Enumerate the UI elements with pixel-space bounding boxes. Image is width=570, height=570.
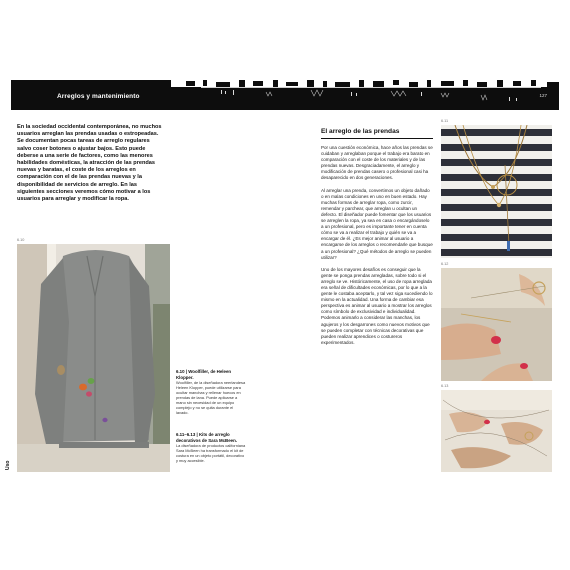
caption-6-11-13-title: 6.11–6.13 | Kits de arreglo decorativos de Sara McBeen. — [176, 432, 238, 443]
intro-paragraph: En la sociedad occidental contemporánea, no muchos usuarios arreglan las prendas usadas o estropeadas. Se documentan pocas tareas de arreglo regulares salvo coser botones o ajustar bajos. Esto puede deberse a una serie de factores, como las menores habilidades domésticas, la atracción de las prendas nuevas y baratas, el coste de los arreglos en comparación con el de las prendas nuevas y la disponibilidad de servicios de arreglo. En las siguientes secciones veremos cómo motivar a los usuarios para arreglar y modificar la ropa. — [17, 124, 162, 203]
caption-6-11-13-body: La diseñadora de productos californiana Sara McBeen ha transformado el kit de costura en un objeto portátil, decorativo y muy accesible. — [176, 443, 246, 464]
figure-label-6-10: 6.10 — [17, 238, 25, 242]
cardigan-photo — [17, 244, 170, 472]
caption-6-10 — [176, 369, 246, 415]
article-paragraph: Por una cuestión económica, hace años las prendas se cuidaban y arreglaban porque el trabajo era barato en comparación con el coste de los materiales y de las prendas nuevas. Desgraciadamente, el arreglo y modificación de prendas casero o profesional casi ha desaparecido en dos generaciones. — [321, 145, 433, 181]
necklace-photo — [441, 125, 552, 258]
sewing-hands-photo — [441, 268, 552, 381]
article-paragraph: Uno de los mayores desafíos es conseguir que la gente se ponga prendas arregladas, sobre todo si el arreglo se ve. Históricamente, el uso de ropa arreglada era señal de dificultades económicas, por lo que a la gente le costaba aceptarlo, y tal vez siga sucediendo lo mismo en la actualidad. Una forma de cambiar esa perspectiva es animar al usuario a mostrar los arreglos como símbolo de exclusividad e individualidad. Podemos animarlo a considerar las manchas, los agujeros y los desgarrones como nuevos motivos que se pueden completar con técnicas decorativas que pueden realizar aprendices o costureros experimentados. — [321, 266, 433, 345]
article-heading: El arreglo de las prendas — [321, 128, 433, 139]
spine-label: Uso — [5, 460, 11, 470]
figure-label-6-11: 6.11 — [441, 119, 449, 123]
caption-6-10-title: 6.10 | Woolfiller, de Heleen Klopper. — [176, 369, 232, 380]
header-band — [11, 80, 559, 110]
figure-label-6-12: 6.12 — [441, 262, 449, 266]
caption-6-10-body: Woolfiller, de la diseñadora neerlandesa Heleen Klopper, puede utilizarse para ocultar manchas y rellenar huecos en prendas de lana. Puede aplicarse a mano sin necesidad de un equipo complejo y no se quita durante el lavado. — [176, 380, 246, 416]
caption-6-11-13 — [176, 432, 246, 463]
figure-label-6-13: 6.13 — [441, 384, 449, 388]
page-number: 127 — [539, 93, 547, 98]
section-title: Arreglos y mantenimiento — [57, 93, 140, 100]
article-column — [321, 128, 433, 352]
article-paragraph: Al arreglar una prenda, convertimos un objeto dañado o en malas condiciones en uno en buen estado. Hay muchas formas de arreglar ropa, como zurcir, remendar y parchear, que arreglan u ocultan un defecto. El diseñador puede fomentar que los usuarios se arreglen la ropa, ya sea en casa o encargándoselo a un profesional, pero es importante tener en cuenta cómo se va a realizar el trabajo y quién se va a encargar de él. ¿Es mejor animar al usuario a encargarse de los arreglos o recomendarle que busque a un profesional? ¿Qué métodos de arreglo se pueden utilizar? — [321, 187, 433, 260]
thread-hands-photo — [441, 390, 552, 472]
